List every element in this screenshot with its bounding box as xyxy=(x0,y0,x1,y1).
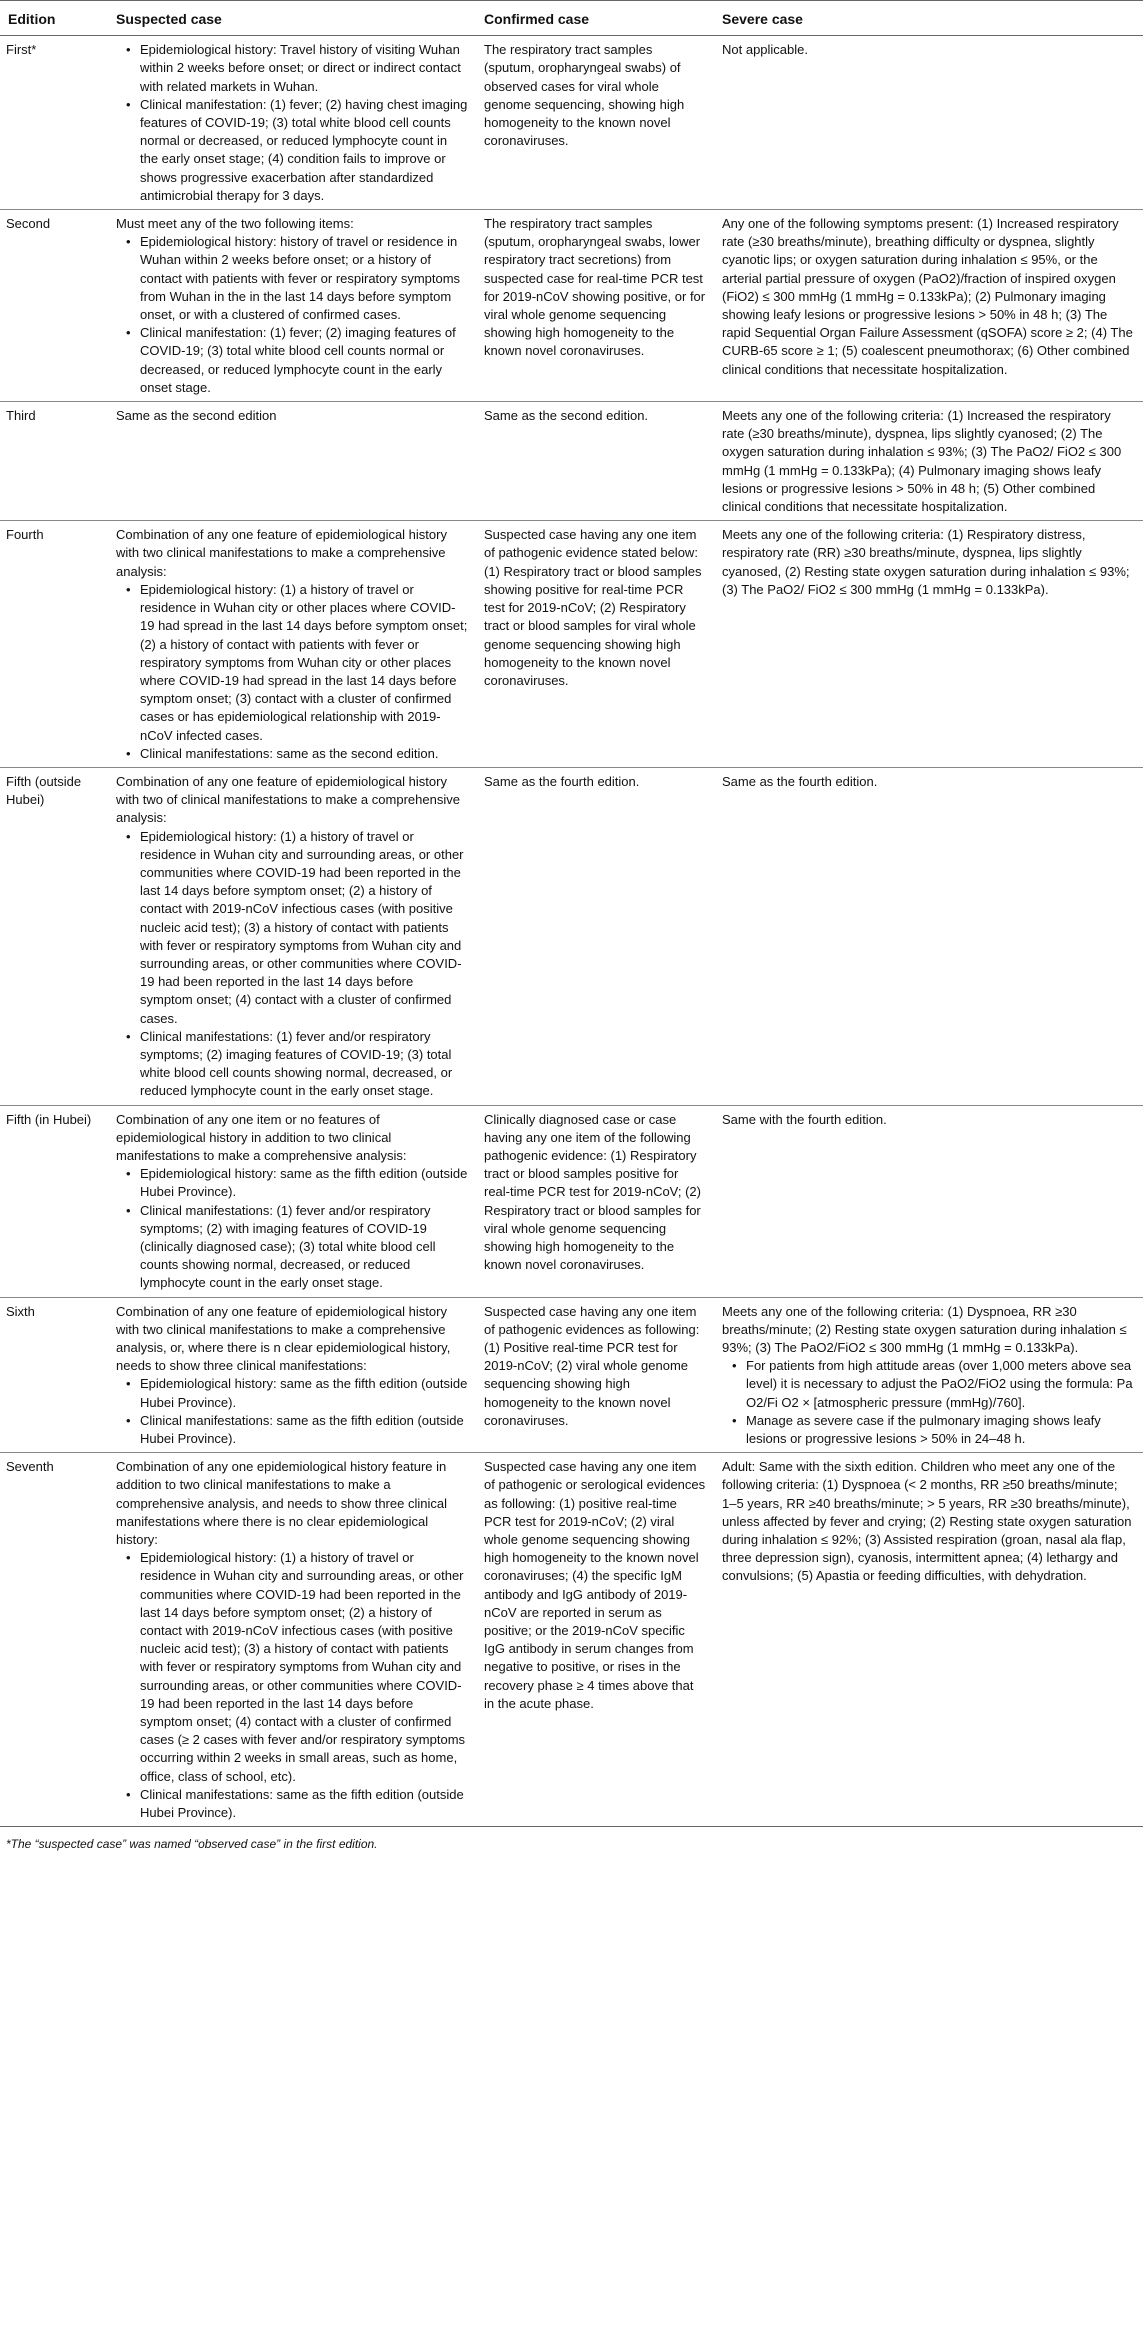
severe-cell xyxy=(714,767,1143,1105)
severe-cell xyxy=(714,210,1143,402)
header-severe: Severe case xyxy=(714,1,1143,36)
table-row xyxy=(0,36,1143,210)
suspected-bullet: • Clinical manifestations: same as the second edition. xyxy=(140,745,468,763)
table-row xyxy=(0,1105,1143,1297)
severe-cell xyxy=(714,1453,1143,1827)
suspected-bullet: • Epidemiological history: (1) a history of travel or residence in Wuhan city and surrounding areas, or other communities where COVID-19 had been reported in the last 14 days before symptom onset; (2) a history of contact with 2019-nCoV infectious cases (with positive nucleic acid test); (3) a history of contact with patients with fever or respiratory symptoms from Wuhan city and surrounding areas, or other communities where COVID-19 had been reported in the last 14 days before symptom onset; (4) contact with a cluster of confirmed cases (≥ 2 cases with fever and/or respiratory symptoms occurring within 2 weeks in small areas, such as home, office, class of school, etc). xyxy=(140,1549,468,1786)
suspected-bullet: • Epidemiological history: history of travel or residence in Wuhan within 2 weeks before onset; or a history of contact with patients with fever or respiratory symptoms from Wuhan in the in the last 14 days before symptom onset, or with a clustered of confirmed cases. xyxy=(140,233,468,324)
table-row xyxy=(0,1297,1143,1453)
table-row xyxy=(0,1453,1143,1827)
suspected-bullet: • Clinical manifestations: (1) fever and/or respiratory symptoms; (2) with imaging features of COVID-19 (clinically diagnosed case); (3) total white blood cell counts showing normal, decreased, or reduced lymphocyte count in the early onset stage. xyxy=(140,1202,468,1293)
confirmed-cell: The respiratory tract samples (sputum, oropharyngeal swabs) of observed cases for viral whole genome sequencing, showing high homogeneity to the known novel coronaviruses. xyxy=(476,36,714,210)
suspected-bullet: • Clinical manifestations: same as the fifth edition (outside Hubei Province). xyxy=(140,1412,468,1448)
severe-list xyxy=(722,1357,1135,1448)
confirmed-cell: Same as the second edition. xyxy=(476,402,714,521)
suspected-bullet: • Epidemiological history: same as the fifth edition (outside Hubei Province). xyxy=(140,1165,468,1201)
header-confirmed: Confirmed case xyxy=(476,1,714,36)
severe-intro: Not applicable. xyxy=(722,42,808,58)
table-body xyxy=(0,36,1143,1827)
severe-cell xyxy=(714,521,1143,768)
severe-intro: Meets any one of the following criteria: (1) Increased the respiratory rate (≥30 breaths/minute), dyspnea, lips slightly cyanosed; (2) The oxygen saturation during inhalation ≤ 93%; (3) The PaO2/ FiO2 ≤ 300 mmHg (1 mmHg = 0.133kPa); (4) Pulmonary imaging shows leafy lesions or progressive lesions > 50% in 48 h; (5) Other combined clinical conditions that necessitate hospitalization. xyxy=(722,408,1122,515)
suspected-cell xyxy=(108,36,476,210)
suspected-list xyxy=(116,1549,468,1822)
suspected-intro: Same as the second edition xyxy=(116,408,277,424)
suspected-cell xyxy=(108,1105,476,1297)
confirmed-cell: Suspected case having any one item of pathogenic evidence stated below: (1) Respiratory tract or blood samples showing positive for real-time PCR test for 2019-nCoV; (2) Respiratory tract or blood samples for viral whole genome sequencing showing high homogeneity to the known novel coronaviruses. xyxy=(476,521,714,768)
header-suspected: Suspected case xyxy=(108,1,476,36)
severe-intro: Meets any one of the following criteria: (1) Dyspnoea, RR ≥30 breaths/minute; (2) Resting state oxygen saturation during inhalation ≤ 93%; (3) The PaO2/FiO2 ≤ 300 mmHg (1 mmHg = 0.133kPa). xyxy=(722,1303,1127,1356)
suspected-bullet: • Clinical manifestations: (1) fever and/or respiratory symptoms; (2) imaging features of COVID-19; (3) total white blood cell counts showing normal, decreased, or reduced lymphocyte count in the early onset stage. xyxy=(140,1028,468,1101)
table-row xyxy=(0,210,1143,402)
suspected-intro: Must meet any of the two following items: xyxy=(116,216,354,232)
header-edition: Edition xyxy=(0,1,108,36)
suspected-list xyxy=(116,1165,468,1292)
severe-intro: Same as the fourth edition. xyxy=(722,773,878,789)
table-row xyxy=(0,402,1143,521)
edition-cell: Fifth (in Hubei) xyxy=(0,1105,108,1297)
suspected-bullet: • Clinical manifestation: (1) fever; (2) having chest imaging features of COVID-19; (3) total white blood cell counts normal or decreased, or reduced lymphocyte count in the early onset stage; (4) condition fails to improve or shows progressive exacerbation after standardized antimicrobial therapy for 3 days. xyxy=(140,96,468,205)
header-row xyxy=(0,1,1143,36)
suspected-bullet: • Clinical manifestations: same as the fifth edition (outside Hubei Province). xyxy=(140,1786,468,1822)
suspected-list xyxy=(116,233,468,397)
edition-cell: Fifth (outside Hubei) xyxy=(0,767,108,1105)
suspected-list xyxy=(116,41,468,205)
confirmed-cell: Same as the fourth edition. xyxy=(476,767,714,1105)
suspected-list xyxy=(116,1375,468,1448)
suspected-intro: Combination of any one feature of epidemiological history with two clinical manifestations to make a comprehensive analysis, or, where there is n clear epidemiological history, needs to show three clinical manifestations: xyxy=(116,1303,451,1374)
severe-cell xyxy=(714,402,1143,521)
table-row xyxy=(0,767,1143,1105)
severe-bullet: • For patients from high attitude areas (over 1,000 meters above sea level) it is necessary to adjust the PaO2/FiO2 using the formula: Pa O2/Fi O2 × [atmospheric pressure (mmHg)/760]. xyxy=(746,1357,1135,1412)
suspected-cell xyxy=(108,767,476,1105)
suspected-intro: Combination of any one feature of epidemiological history with two of clinical manifestations to make a comprehensive analysis: xyxy=(116,773,460,826)
suspected-list xyxy=(116,828,468,1101)
severe-cell xyxy=(714,1105,1143,1297)
severe-intro: Same with the fourth edition. xyxy=(722,1111,887,1127)
suspected-cell xyxy=(108,402,476,521)
suspected-bullet: • Epidemiological history: Travel history of visiting Wuhan within 2 weeks before onset; or direct or indirect contact with related markets in Wuhan. xyxy=(140,41,468,96)
suspected-bullet: • Epidemiological history: (1) a history of travel or residence in Wuhan city or other places where COVID-19 had spread in the last 14 days before symptom onset; (2) a history of contact with patients with fever or respiratory symptoms from Wuhan city or other places where COVID-19 had spread in the last 14 days before symptom onset; (3) contact with a cluster of confirmed cases or has epidemiological relationship with 2019-nCoV infected cases. xyxy=(140,581,468,745)
edition-cell: Seventh xyxy=(0,1453,108,1827)
edition-cell: Fourth xyxy=(0,521,108,768)
edition-cell: First* xyxy=(0,36,108,210)
suspected-cell xyxy=(108,210,476,402)
edition-cell: Sixth xyxy=(0,1297,108,1453)
edition-cell: Second xyxy=(0,210,108,402)
edition-cell: Third xyxy=(0,402,108,521)
severe-cell xyxy=(714,36,1143,210)
suspected-bullet: • Epidemiological history: same as the fifth edition (outside Hubei Province). xyxy=(140,1375,468,1411)
confirmed-cell: Clinically diagnosed case or case having any one item of the following pathogenic evidence: (1) Respiratory tract or blood samples positive for real-time PCR test for 2019-nCoV; (2) Respiratory tract or blood samples for viral whole genome sequencing showing high homogeneity to the known novel coronaviruses. xyxy=(476,1105,714,1297)
suspected-bullet: • Epidemiological history: (1) a history of travel or residence in Wuhan city and surrounding areas, or other communities where COVID-19 had been reported in the last 14 days before symptom onset; (2) a history of contact with 2019-nCoV infectious cases (with positive nucleic acid test); (3) a history of contact with patients with fever or respiratory symptoms from Wuhan city and surrounding areas, or other communities where COVID-19 had been reported in the last 14 days before symptom onset; (4) contact with a cluster of confirmed cases. xyxy=(140,828,468,1028)
confirmed-cell: The respiratory tract samples (sputum, oropharyngeal swabs, lower respiratory tract secretions) from suspected case for real-time PCR test for 2019-nCoV showing positive, or for viral whole genome sequencing showing high homogeneity to the known novel coronaviruses. xyxy=(476,210,714,402)
footnote: *The “suspected case” was named “observed case” in the first edition. xyxy=(6,1837,378,1852)
confirmed-cell: Suspected case having any one item of pathogenic evidences as following: (1) Positive real-time PCR test for 2019-nCoV; (2) viral whole genome sequencing showing high homogeneity to the known novel coronaviruses. xyxy=(476,1297,714,1453)
severe-cell xyxy=(714,1297,1143,1453)
suspected-intro: Combination of any one feature of epidemiological history with two clinical manifestations to make a comprehensive analysis: xyxy=(116,527,447,579)
severe-intro: Meets any one of the following criteria: (1) Respiratory distress, respiratory rate (RR) ≥30 breaths/minute, dyspnea, lips slightly cyanosed, (2) Resting state oxygen saturation during inhalation ≤ 93%; (3) The PaO2/ FiO2 ≤ 300 mmHg (1 mmHg = 0.133kPa). xyxy=(722,527,1130,597)
severe-intro: Any one of the following symptoms present: (1) Increased respiratory rate (≥30 breaths/minute), breathing difficulty or dyspnea, slightly cyanotic lips; or oxygen saturation during inhalation ≤ 95%, or the arterial partial pressure of oxygen (PaO2)/fraction of inspired oxygen (FiO2) ≤ 300 mmHg (1 mmHg = 0.133kPa); (2) Pulmonary imaging showing leafy lesions or progressive lesions > 50% in 48 h; (3) The rapid Sequential Organ Failure Assessment (qSOFA) score ≥ 2; (4) The CURB-65 score ≥ 1; (5) coalescent pneumothorax; (6) Other combined clinical conditions that necessitate hospitalization. xyxy=(722,216,1133,377)
table-row xyxy=(0,521,1143,768)
severe-bullet: • Manage as severe case if the pulmonary imaging shows leafy lesions or progressive lesions > 50% in 24–48 h. xyxy=(746,1412,1135,1448)
confirmed-cell: Suspected case having any one item of pathogenic or serological evidences as following: (1) positive real-time PCR test for 2019-nCoV; (2) viral whole genome sequencing showing high homogeneity to the known novel coronaviruses; (4) the specific IgM antibody and IgG antibody of 2019-nCoV are reported in serum as positive; or the 2019-nCoV specific IgG antibody in serum changes from negative to positive, or rises in the recovery phase ≥ 4 times above that in the acute phase. xyxy=(476,1453,714,1827)
suspected-bullet: • Clinical manifestation: (1) fever; (2) imaging features of COVID-19; (3) total white blood cell counts normal or decreased, or reduced lymphocyte count in the early onset stage. xyxy=(140,324,468,397)
suspected-intro: Combination of any one item or no features of epidemiological history in addition to two clinical manifestations to make a comprehensive analysis: xyxy=(116,1111,407,1163)
suspected-cell xyxy=(108,1297,476,1453)
severe-intro: Adult: Same with the sixth edition. Children who meet any one of the following criteria: (1) Dyspnoea (< 2 months, RR ≥50 breaths/minute; 1–5 years, RR ≥40 breaths/minute; > 5 years, RR ≥30 breaths/minute), unless affected by fever and crying; (2) Resting state oxygen saturation during inhalation ≤ 92%; (3) Assisted respiration (groan, nasal ala flap, three depression sign), cyanosis, intermittent apnea; (4) lethargy and convulsions; (5) Apastia or feeding difficulties, with dehydration. xyxy=(722,1459,1132,1584)
suspected-intro: Combination of any one epidemiological history feature in addition to two clinical manifestations to make a comprehensive analysis, and needs to show three clinical manifestations where there is no clear epidemiological history: xyxy=(116,1459,447,1548)
suspected-cell xyxy=(108,1453,476,1827)
suspected-list xyxy=(116,581,468,763)
suspected-cell xyxy=(108,521,476,768)
